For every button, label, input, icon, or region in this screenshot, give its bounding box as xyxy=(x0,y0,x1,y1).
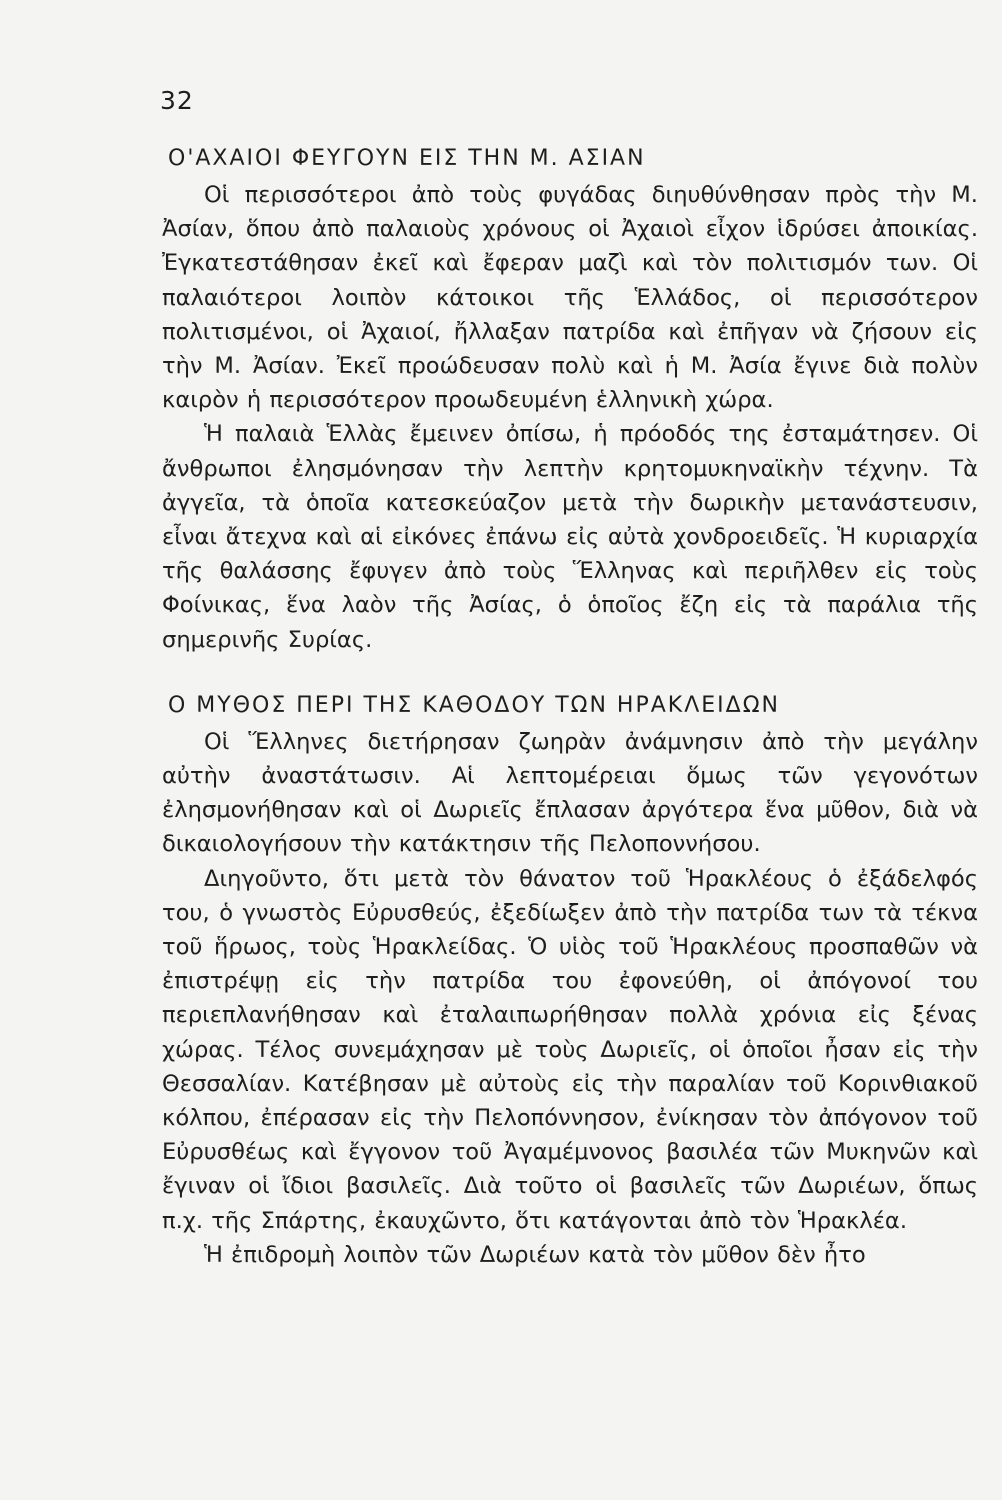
paragraph-2: Ἡ παλαιὰ Ἑλλὰς ἔμεινεν ὀπίσω, ἡ πρόοδός της ἐσταμάτησεν. Οἱ ἄνθρωποι ἐλησμόνησαν τὴν λεπτὴν κρητομυκηναϊκὴν τέχνην. Τὰ ἀγγεῖα, τὰ ὁποῖα κατεσκεύαζον μετὰ τὴν δωρικὴν μετανάστευσιν, εἶναι ἄτεχνα καὶ αἱ εἰκόνες ἐπάνω εἰς αὐτὰ χονδροειδεῖς. Ἡ κυριαρχία τῆς θαλάσσης ἔφυγεν ἀπὸ τοὺς Ἕλληνας καὶ περιῆλθεν εἰς τοὺς Φοίνικας, ἕνα λαὸν τῆς Ἀσίας, ὁ ὁποῖος ἔζη εἰς τὰ παράλια τῆς σημερινῆς Συρίας. xyxy=(162,421,978,653)
paragraph-5: Ἡ ἐπιδρομὴ λοιπὸν τῶν Δωριέων κατὰ τὸν μῦθον δὲν ἦτο xyxy=(204,1241,866,1268)
page-number: 32 xyxy=(160,86,194,115)
paragraph-4: Διηγοῦντο, ὅτι μετὰ τὸν θάνατον τοῦ Ἡρακλέους ὁ ἐξάδελφός του, ὁ γνωστὸς Εὐρυσθεύς, ἐξεδίωξεν ἀπὸ τὴν πατρίδα των τὰ τέκνα τοῦ ἥρωος, τοὺς Ἡρακλείδας. Ὁ υἱὸς τοῦ Ἡρακλέους προσπαθῶν νὰ ἐπιστρέψῃ εἰς τὴν πατρίδα του ἐφονεύθη, οἱ ἀπόγονοί του περιεπλανήθησαν καὶ ἐταλαιπωρήθησαν πολλὰ χρόνια εἰς ξένας χώρας. Τέλος συνεμάχησαν μὲ τοὺς Δωριεῖς, οἱ ὁποῖοι ἦσαν εἰς τὴν Θεσσαλίαν. Κατέβησαν μὲ αὐτοὺς εἰς τὴν παραλίαν τοῦ Κορινθιακοῦ κόλπου, ἐπέρασαν εἰς τὴν Πελοπόννησον, ἐνίκησαν τὸν ἀπόγονον τοῦ Εὐρυσθέως καὶ ἔγγονον τοῦ Ἀγαμέμνονος βασιλέα τῶν Μυκηνῶν καὶ ἔγιναν οἱ ἴδιοι βασιλεῖς. Διὰ τοῦτο οἱ βασιλεῖς τῶν Δωριέων, ὅπως π.χ. τῆς Σπάρτης, ἐκαυχῶντο, ὅτι κατάγονται ἀπὸ τὸν Ἡρακλέα. xyxy=(162,865,978,1234)
section-heading-achaeans: Ο'ΑΧΑΙΟΙ ΦΕΥΓΟΥΝ ΕΙΣ ΤΗΝ Μ. ΑΣΙΑΝ xyxy=(168,146,646,171)
paragraph-1: Οἱ περισσότεροι ἀπὸ τοὺς φυγάδας διηυθύνθησαν πρὸς τὴν Μ. Ἀσίαν, ὅπου ἀπὸ παλαιοὺς χρόνους οἱ Ἀχαιοὶ εἶχον ἱδρύσει ἀποικίας. Ἐγκατεστάθησαν ἐκεῖ καὶ ἔφεραν μαζὶ καὶ τὸν πολιτισμόν των. Οἱ παλαιότεροι λοιπὸν κάτοικοι τῆς Ἑλλάδος, οἱ περισσότερον πολιτισμένοι, οἱ Ἀχαιοί, ἤλλαξαν πατρίδα καὶ ἐπῆγαν νὰ ζήσουν εἰς τὴν Μ. Ἀσίαν. Ἐκεῖ προώδευσαν πολὺ καὶ ἡ Μ. Ἀσία ἔγινε διὰ πολὺν καιρὸν ἡ περισσότερον προωδευμένη ἑλληνικὴ χώρα. xyxy=(162,182,978,414)
page-body xyxy=(162,142,978,1272)
section-heading-heraclidae: Ο ΜΥΘΟΣ ΠΕΡΙ ΤΗΣ ΚΑΘΟΔΟΥ ΤΩΝ ΗΡΑΚΛΕΙΔΩΝ xyxy=(168,692,780,718)
paragraph-3: Οἱ Ἕλληνες διετήρησαν ζωηρὰν ἀνάμνησιν ἀπὸ τὴν μεγάλην αὐτὴν ἀναστάτωσιν. Αἱ λεπτομέρειαι ὅμως τῶν γεγονότων ἐλησμονήθησαν καὶ οἱ Δωριεῖς ἔπλασαν ἀργότερα ἕνα μῦθον, διὰ νὰ δικαιολογήσουν τὴν κατάκτησιν τῆς Πελοποννήσου. xyxy=(162,728,978,858)
